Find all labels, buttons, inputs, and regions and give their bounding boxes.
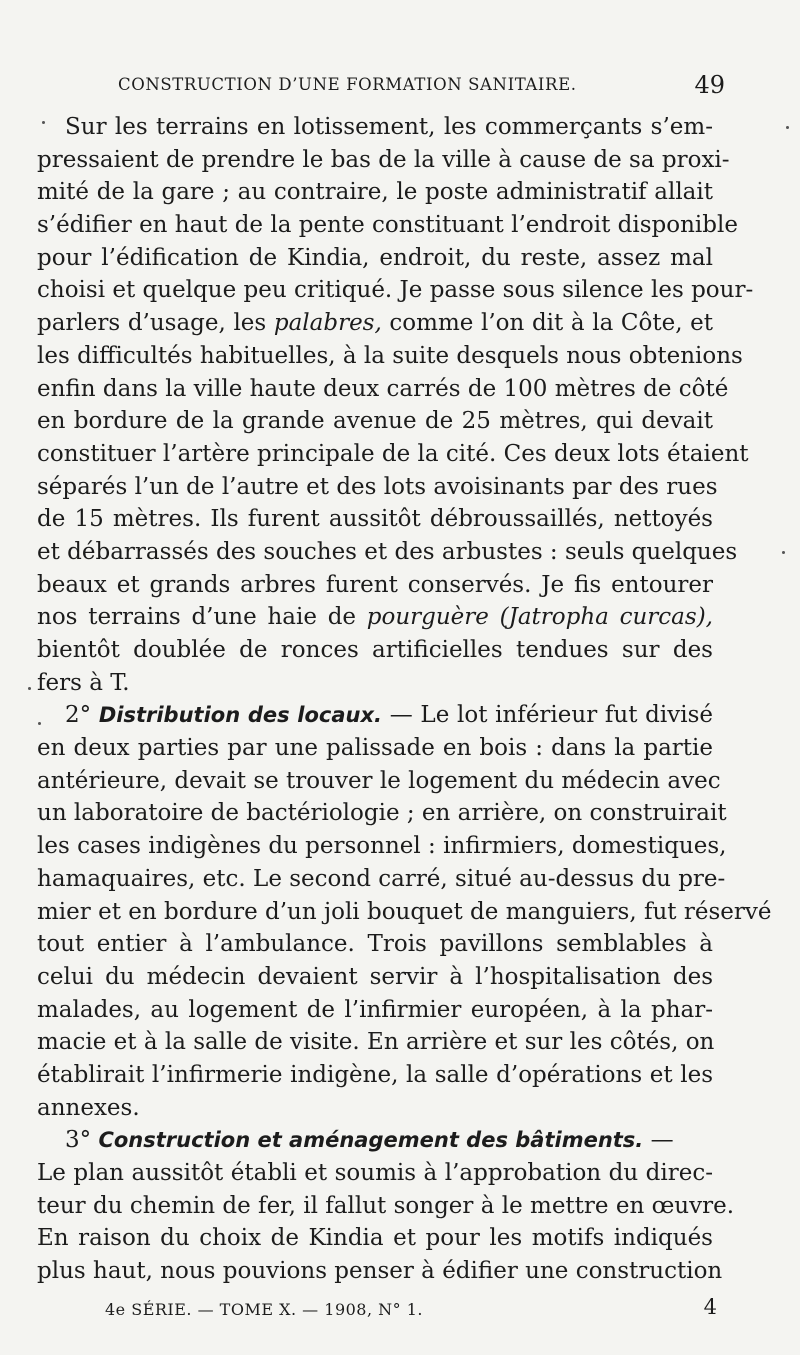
- text-line: Le plan aussitôt établi et soumis à l’approbation du direc-: [37, 1160, 713, 1186]
- text-line: [37, 699, 713, 732]
- text-line: en bordure de la grande avenue de 25 mètres, qui devait: [37, 408, 713, 435]
- running-head: CONSTRUCTION D’UNE FORMATION SANITAIRE.: [118, 75, 577, 94]
- scan-speck: [28, 687, 31, 690]
- text-line: teur du chemin de fer, il fallut songer à le mettre en œuvre.: [37, 1192, 735, 1219]
- text-line: pour l’édification de Kindia, endroit, du reste, assez mal: [37, 244, 713, 271]
- text-line: mité de la gare ; au contraire, le poste administratif allait: [37, 179, 713, 206]
- text-line: Sur les terrains en lotissement, les commerçants s’em-: [65, 114, 713, 140]
- text-line: bientôt doublée de ronces artificielles tendues sur des: [37, 637, 713, 663]
- text-line: fers à T.: [37, 669, 130, 696]
- text-line: En raison du choix de Kindia et pour les motifs indiqués: [37, 1225, 713, 1252]
- text-line: constituer l’artère principale de la cité. Ces deux lots étaient: [37, 440, 749, 467]
- text-line: les cases indigènes du personnel : infirmiers, domestiques,: [37, 833, 727, 860]
- text-line: mier et en bordure d’un joli bouquet de manguiers, fut réservé: [37, 898, 772, 925]
- text-line: hamaquaires, etc. Le second carré, situé au-dessus du pre-: [37, 865, 726, 892]
- text-run: — Le lot inférieur fut divisé: [382, 702, 713, 729]
- text-run: pourguère (Jatropha curcas),: [366, 604, 713, 631]
- text-run: comme l’on dit à la Côte, et: [381, 310, 713, 337]
- scan-speck: [38, 722, 41, 725]
- text-line: un laboratoire de bactériologie ; en arrière, on construirait: [37, 800, 727, 827]
- page-number: 49: [694, 71, 725, 99]
- text-line: établirait l’infirmerie indigène, la salle d’opérations et les: [37, 1061, 713, 1088]
- text-line: [37, 307, 713, 340]
- text-line: celui du médecin devaient servir à l’hospitalisation des: [37, 963, 713, 990]
- text-line: et débarrassés des souches et des arbustes : seuls quelques: [37, 538, 738, 565]
- page-footer: [105, 1295, 717, 1328]
- text-run: parlers d’usage, les: [37, 310, 274, 337]
- text-line: malades, au logement de l’infirmier européen, à la phar-: [37, 996, 713, 1023]
- series-info: 4e SÉRIE. — TOME X. — 1908, N° 1.: [105, 1300, 424, 1319]
- scan-speck: [42, 121, 45, 124]
- text-line: [37, 1124, 713, 1157]
- text-line: macie et à la salle de visite. En arrière et sur les côtés, on: [37, 1029, 715, 1056]
- text-line: beaux et grands arbres furent conservés. Je fis entourer: [37, 571, 713, 598]
- text-run: nos terrains d’une haie de: [37, 604, 367, 631]
- text-line: enfin dans la ville haute deux carrés de 100 mètres de côté: [37, 375, 729, 402]
- body-text: [37, 111, 772, 1288]
- text-line: s’édifier en haut de la pente constituant l’endroit disponible: [37, 212, 738, 239]
- text-run: —: [643, 1127, 674, 1154]
- scan-speck: [782, 551, 785, 554]
- text-run: 3°: [65, 1127, 99, 1154]
- scan-speck: [786, 126, 789, 129]
- text-line: tout entier à l’ambulance. Trois pavillons semblables à: [37, 931, 713, 958]
- text-line: de 15 mètres. Ils furent aussitôt débroussaillés, nettoyés: [37, 506, 713, 533]
- text-line: plus haut, nous pouvions penser à édifier une construction: [37, 1258, 723, 1285]
- page-header: [118, 71, 725, 102]
- text-line: les difficultés habituelles, à la suite desquels nous obtenions: [37, 342, 743, 369]
- text-run: 2°: [65, 702, 99, 729]
- text-line: antérieure, devait se trouver le logement du médecin avec: [37, 767, 721, 794]
- section-heading: Construction et aménagement des bâtiments.: [98, 1128, 644, 1153]
- section-heading: Distribution des locaux.: [98, 703, 383, 728]
- text-line: séparés l’un de l’autre et des lots avoisinants par des rues: [37, 473, 718, 500]
- text-line: en deux parties par une palissade en bois : dans la partie: [37, 735, 713, 762]
- text-line: annexes.: [37, 1094, 140, 1121]
- text-line: choisi et quelque peu critiqué. Je passe sous silence les pour-: [37, 277, 754, 304]
- text-line: pressaient de prendre le bas de la ville à cause de sa proxi-: [37, 146, 730, 173]
- signature-number: 4: [703, 1295, 717, 1319]
- text-run: palabres,: [273, 310, 382, 337]
- text-line: [37, 601, 713, 634]
